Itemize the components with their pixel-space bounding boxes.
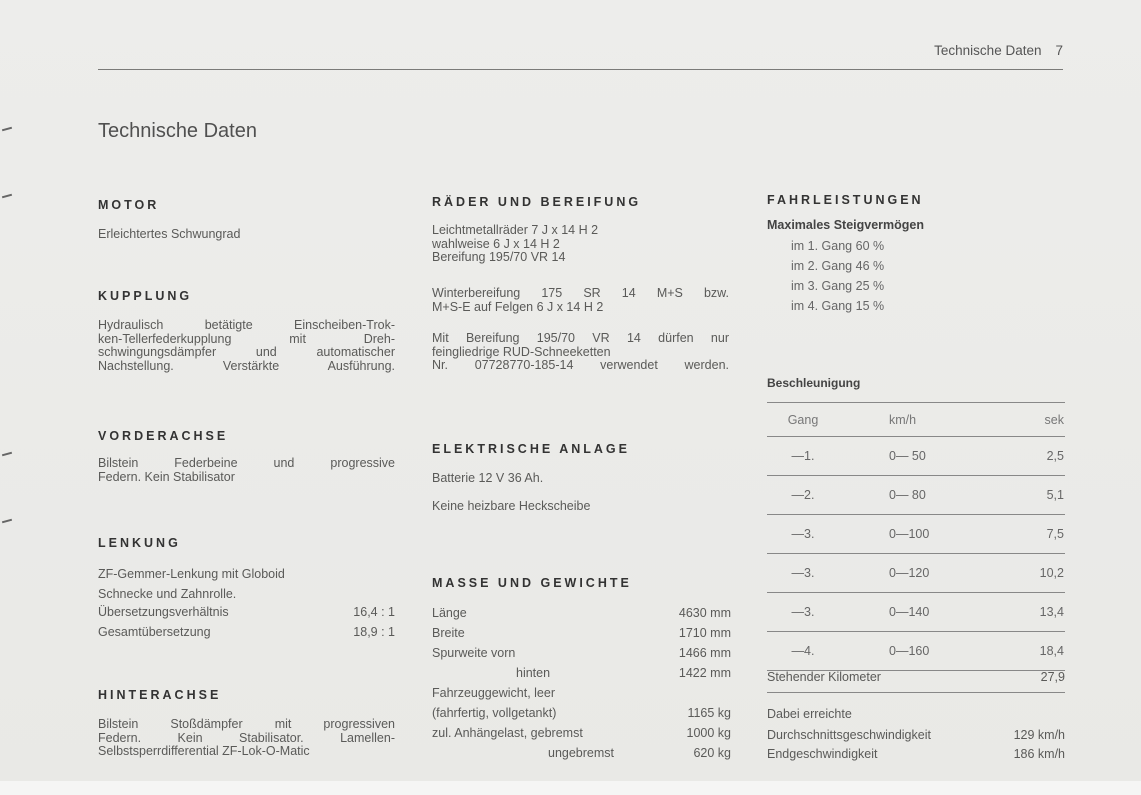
list-item: im 1. Gang 60 % xyxy=(791,239,885,253)
row-label: ungebremst xyxy=(548,746,615,760)
section-heading-hinterachse: HINTERACHSE xyxy=(98,688,222,702)
section-heading-masse: MASSE UND GEWICHTE xyxy=(432,576,632,590)
beschleunigung-heading: Beschleunigung xyxy=(767,376,861,390)
table-cell: 0—160 xyxy=(839,632,1014,671)
table-cell: 0— 50 xyxy=(839,437,1014,476)
row-label: Durchschnittsgeschwindigkeit xyxy=(767,728,931,742)
row-value: 1710 mm xyxy=(678,626,731,640)
speed-row xyxy=(767,728,1065,742)
row-label: Länge xyxy=(432,606,467,620)
row-label: zul. Anhängelast, gebremst xyxy=(432,726,583,740)
text-line: feingliedrige RUD-Schneeketten xyxy=(432,344,611,359)
table-cell: 2,5 xyxy=(1014,437,1065,476)
masse-row xyxy=(432,646,731,660)
text-line: Mit Bereifung 195/70 VR 14 dürfen nur xyxy=(432,331,729,345)
lenkung-row xyxy=(98,605,395,619)
text-line: ZF-Gemmer-Lenkung mit Globoid xyxy=(98,567,285,581)
text-line: schwingungsdämpfer und automatischer xyxy=(98,345,395,359)
table-cell: —3. xyxy=(767,515,839,554)
elektrik-line: Batterie 12 V 36 Ah. xyxy=(432,471,544,485)
table-row xyxy=(767,437,1065,476)
column-header: Gang xyxy=(767,403,839,437)
section-heading-elektrik: ELEKTRISCHE ANLAGE xyxy=(432,442,630,456)
text-line: Hydraulisch betätigte Einscheiben-Trok- xyxy=(98,318,395,332)
list-item: im 4. Gang 15 % xyxy=(791,299,885,313)
text-line: Bereifung 195/70 VR 14 xyxy=(432,250,566,264)
table-cell: —3. xyxy=(767,554,839,593)
section-heading-vorderachse: VORDERACHSE xyxy=(98,429,229,443)
row-label: (fahrfertig, vollgetankt) xyxy=(432,706,557,720)
masse-row xyxy=(432,706,731,720)
motor-text: Erleichtertes Schwungrad xyxy=(98,227,241,241)
lenkung-text xyxy=(98,564,285,604)
row-label: Gesamtübersetzung xyxy=(98,625,211,639)
text-line: Selbstsperrdifferential ZF-Lok-O-Matic xyxy=(98,744,310,758)
kupplung-text xyxy=(98,319,395,373)
section-heading-raeder: RÄDER UND BEREIFUNG xyxy=(432,195,642,209)
row-value: 1466 mm xyxy=(678,646,731,660)
row-value: 129 km/h xyxy=(1013,728,1065,742)
row-label: Breite xyxy=(432,626,465,640)
text-line: Winterbereifung 175 SR 14 M+S bzw. xyxy=(432,286,729,300)
elektrik-line: Keine heizbare Heckscheibe xyxy=(432,499,591,513)
row-label: Fahrzeuggewicht, leer xyxy=(432,686,555,700)
acceleration-table xyxy=(767,402,1065,671)
edge-mark xyxy=(2,127,12,132)
table-row xyxy=(767,515,1065,554)
table-row xyxy=(767,593,1065,632)
section-heading-lenkung: LENKUNG xyxy=(98,536,181,550)
masse-row xyxy=(432,726,731,740)
vorderachse-text xyxy=(98,457,395,484)
column-header: km/h xyxy=(839,403,1014,437)
masse-row xyxy=(432,746,731,760)
dabei-text: Dabei erreichte xyxy=(767,707,852,721)
text-line: Federn. Kein Stabilisator xyxy=(98,469,235,484)
steigvermoegen-heading: Maximales Steigvermögen xyxy=(767,218,925,232)
row-value: 18,9 : 1 xyxy=(353,625,395,639)
text-line: Bilstein Stoßdämpfer mit progressiven xyxy=(98,717,395,731)
table-cell: —1. xyxy=(767,437,839,476)
row-value: 1422 mm xyxy=(678,666,731,680)
section-heading-kupplung: KUPPLUNG xyxy=(98,289,193,303)
text-line: Nr. 07728770-185-14 verwendet werden. xyxy=(432,358,729,372)
text-line: Nachstellung. Verstärkte Ausführung. xyxy=(98,358,395,373)
raeder-para1 xyxy=(432,224,598,265)
edge-mark xyxy=(2,194,12,199)
masse-row xyxy=(432,606,731,620)
masse-row xyxy=(432,666,731,680)
table-header-row xyxy=(767,403,1065,437)
text-line: Federn. Kein Stabilisator. Lamellen- xyxy=(98,730,395,745)
running-header xyxy=(934,43,1063,58)
table-cell: 7,5 xyxy=(1014,515,1065,554)
text-line: wahlweise 6 J x 14 H 2 xyxy=(432,236,560,251)
edge-mark xyxy=(2,452,12,457)
page-title: Technische Daten xyxy=(98,120,257,142)
table-row xyxy=(767,554,1065,593)
column-header: sek xyxy=(1014,403,1065,437)
table-cell: 0—100 xyxy=(839,515,1014,554)
row-value: 16,4 : 1 xyxy=(353,605,395,619)
masse-row xyxy=(432,626,731,640)
text-line: ken-Tellerfederkupplung mit Dreh- xyxy=(98,331,395,346)
masse-row xyxy=(432,686,731,700)
table-row xyxy=(767,632,1065,671)
section-heading-fahrleistungen: FAHRLEISTUNGEN xyxy=(767,193,924,207)
row-value: 620 kg xyxy=(693,746,731,760)
table-cell: —2. xyxy=(767,476,839,515)
table-cell: 18,4 xyxy=(1014,632,1065,671)
list-item: im 3. Gang 25 % xyxy=(791,279,885,293)
raeder-para3 xyxy=(432,332,729,373)
text-line: Schnecke und Zahnrolle. xyxy=(98,587,237,601)
row-label: Übersetzungsverhältnis xyxy=(98,605,229,619)
row-value: 1000 kg xyxy=(686,726,731,740)
text-line: M+S-E auf Felgen 6 J x 14 H 2 xyxy=(432,299,604,314)
row-label: Endgeschwindigkeit xyxy=(767,747,878,761)
table-cell: —4. xyxy=(767,632,839,671)
table-cell: —3. xyxy=(767,593,839,632)
lenkung-row xyxy=(98,625,395,639)
text-line: Leichtmetallräder 7 J x 14 H 2 xyxy=(432,223,599,237)
table-cell: 10,2 xyxy=(1014,554,1065,593)
section-heading-motor: MOTOR xyxy=(98,198,160,212)
text-line: Bilstein Federbeine und progressive xyxy=(98,456,395,470)
hinterachse-text xyxy=(98,718,395,759)
divider xyxy=(767,692,1065,693)
table-cell: 0—140 xyxy=(839,593,1014,632)
row-label: hinten xyxy=(516,666,551,680)
row-label: Stehender Kilometer xyxy=(767,670,881,684)
table-cell: 13,4 xyxy=(1014,593,1065,632)
list-item: im 2. Gang 46 % xyxy=(791,259,885,273)
table-cell: 5,1 xyxy=(1014,476,1065,515)
header-rule xyxy=(98,69,1063,70)
raeder-para2 xyxy=(432,287,729,314)
row-value: 4630 mm xyxy=(678,606,731,620)
standing-km-row xyxy=(767,670,1065,684)
row-label: Spurweite vorn xyxy=(432,646,516,660)
running-title: Technische Daten xyxy=(934,43,1042,58)
speed-row xyxy=(767,747,1065,761)
table-row xyxy=(767,476,1065,515)
row-value: 27,9 xyxy=(1040,670,1065,684)
row-value: 186 km/h xyxy=(1013,747,1065,761)
page-bottom-edge xyxy=(0,781,1141,795)
table-cell: 0—120 xyxy=(839,554,1014,593)
page-number: 7 xyxy=(1055,43,1063,58)
steigvermoegen-list xyxy=(791,236,884,316)
table-cell: 0— 80 xyxy=(839,476,1014,515)
row-value: 1165 kg xyxy=(687,706,731,720)
edge-mark xyxy=(2,519,12,524)
